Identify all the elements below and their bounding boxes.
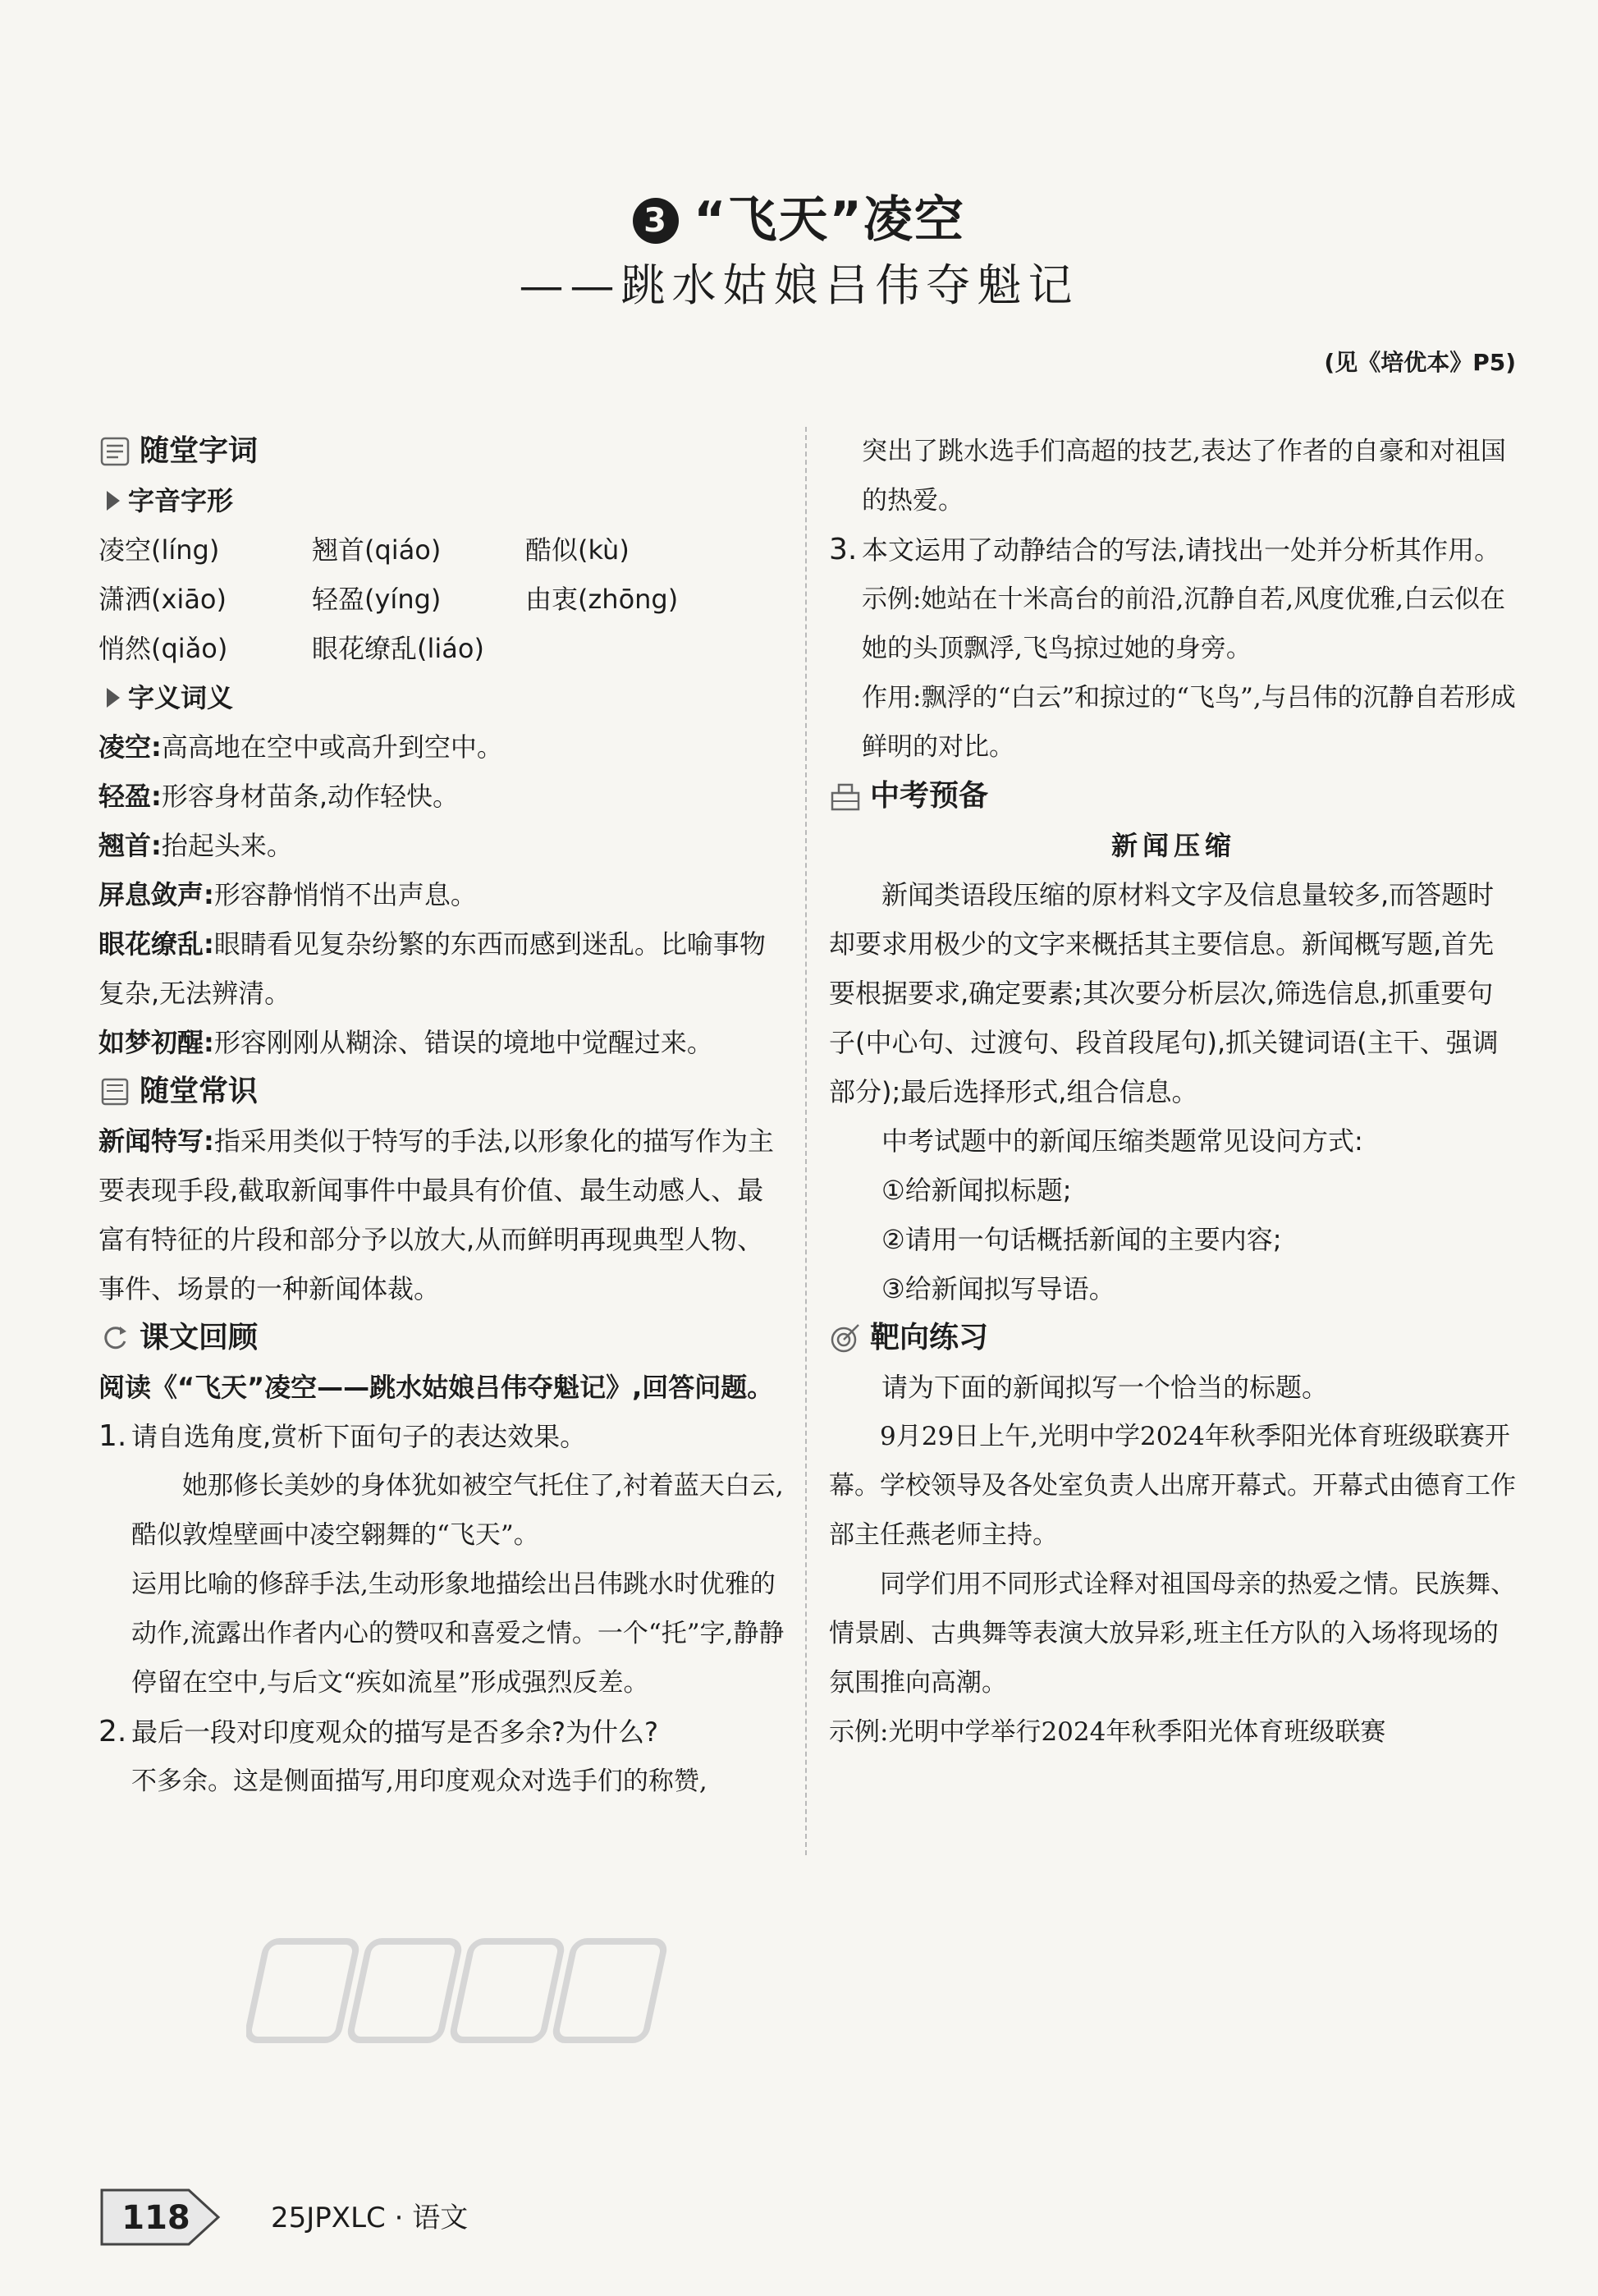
question-number: 2. [98,1715,127,1748]
right-column [829,427,1518,1757]
lesson-subtitle: ——跳水姑娘吕伟夺魁记 [519,259,1079,311]
answer-text: 运用比喻的修辞手法,生动形象地描绘出吕伟跳水时优雅的动作,流露出作者内心的赞叹和喜爱之情。一个“托”字,静静停留在空中,与后文“疾如流星”形成强烈反差。 [131,1570,785,1698]
definition-term: 如梦初醒: [98,1027,214,1058]
question-text: 请自选角度,赏析下面句子的表达效果。 [131,1421,587,1452]
definition-text: 形容身材苗条,动作轻快。 [161,781,459,812]
lesson-title [0,181,1598,251]
pronunciation-item: 轻盈(yíng) [312,584,442,615]
answer-effect: 作用:飘浮的“白云”和掠过的“飞鸟”,与吕伟的沉静自若形成鲜明的对比。 [862,683,1516,762]
definition-text: 眼睛看见复杂纷繁的东西而感到迷乱。比喻事物复杂,无法辨清。 [98,928,766,1009]
page-number: 118 [121,2199,190,2237]
definition-item [98,870,788,919]
sub-meaning [98,673,788,722]
pronunciation-item: 酷似(kù) [525,534,630,566]
definition-term: 轻盈: [98,781,162,812]
section-review [98,1313,788,1363]
question-text: 本文运用了动静结合的写法,请找出一处并分析其作用。 [862,534,1501,566]
question-2-body [98,1757,788,1806]
triangle-icon [107,688,120,708]
exercise-answer: 示例:光明中学举行2024年秋季阳光体育班级联赛 [829,1717,1386,1747]
quoted-sentence: 她那修长美妙的身体犹如被空气托住了,衬着蓝天白云,酷似敦煌壁画中凌空翱舞的“飞天”。 [131,1471,784,1550]
triangle-icon [107,491,120,511]
pronunciation-item: 悄然(qiǎo) [98,633,228,664]
definition-item [98,772,788,821]
definition-text: 高高地在空中或高升到空中。 [161,731,503,763]
answer-text: 不多余。这是侧面描写,用印度观众对选手们的称赞, [131,1767,707,1796]
sub-pronunciation [98,476,788,525]
topic-paragraph: 新闻类语段压缩的原材料文字及信息量较多,而答题时却要求用极少的文字来概括其主要信息。新闻概写题,首先要根据要求,确定要素;其次要分析层次,筛选信息,抓重要句子(中心句、过渡句、段首段尾句),抓关键词语(主干、强调部分);最后选择形式,组合信息。 [829,879,1499,1107]
section-review-title: 课文回顾 [140,1321,259,1354]
definition-text: 抬起头来。 [161,830,293,861]
definition-term: 眼花缭乱: [98,928,214,960]
knowledge-paragraph [98,1116,788,1313]
section-knowledge-title: 随堂常识 [140,1075,259,1108]
definition-item [98,722,788,772]
reading-prompt: 阅读《“飞天”凌空——跳水姑娘吕伟夺魁记》,回答问题。 [98,1372,774,1403]
question-2 [98,1707,788,1757]
section-vocabulary [98,427,788,476]
question-1-body [98,1461,788,1707]
definition-term: 屏息敛声: [98,879,214,910]
list-icon [98,435,131,468]
news-paragraph: 9月29日上午,光明中学2024年秋季阳光体育班级联赛开幕。学校领导及各处室负责人出席开幕式。开幕式由德育工作部主任燕老师主持。 [829,1422,1516,1550]
definition-item [98,1018,788,1067]
pronunciation-list [98,525,788,673]
pronunciation-item: 凌空(líng) [98,534,220,566]
book-code: 25JPXLC · 语文 [271,2202,469,2234]
topic-list-item: ①给新闻拟标题; [881,1175,1072,1206]
pronunciation-item: 眼花缭乱(liáo) [312,633,484,664]
section-vocabulary-title: 随堂字词 [140,434,259,468]
pronunciation-item: 翘首(qiáo) [312,534,442,566]
question-number: 1. [98,1419,127,1453]
section-knowledge [98,1067,788,1116]
watermark-logo [246,1925,706,2065]
knowledge-term: 新闻特写: [98,1125,214,1157]
section-practice [829,1313,1518,1363]
refresh-icon [98,1322,131,1354]
question-2-body-continued [829,427,1518,525]
section-exam-prep [829,772,1518,821]
section-practice-title: 靶向练习 [870,1321,989,1354]
definition-item [98,821,788,870]
reference-note: (见《培优本》P5) [1324,349,1516,376]
sub-pronunciation-title: 字音字形 [128,485,234,516]
answer-example: 示例:她站在十米高台的前沿,沉静自若,风度优雅,白云似在她的头顶飘浮,飞鸟掠过她的身旁。 [862,584,1506,663]
exam-icon [829,780,862,813]
exercise-prompt: 请为下面的新闻拟写一个恰当的标题。 [881,1372,1329,1403]
book-icon [98,1075,131,1108]
definition-text: 形容刚刚从糊涂、错误的境地中觉醒过来。 [213,1027,713,1058]
question-3 [829,525,1518,575]
pronunciation-item: 潇洒(xiāo) [98,584,227,615]
definition-text: 形容静悄悄不出声息。 [213,879,477,910]
question-number: 3. [829,533,858,566]
question-text: 最后一段对印度观众的描写是否多余?为什么? [131,1716,658,1748]
column-divider [805,427,807,1855]
topic-list-item: ③给新闻拟写导语。 [881,1273,1115,1304]
left-column [98,427,788,1806]
topic-list-item: ②请用一句话概括新闻的主要内容; [881,1224,1282,1255]
question-3-body [829,575,1518,772]
question-1 [98,1412,788,1461]
section-exam-prep-title: 中考预备 [870,779,989,813]
pronunciation-item: 由衷(zhōng) [525,584,679,615]
topic-title: 新闻压缩 [1110,830,1236,861]
lesson-title-text: “飞天”凌空 [694,191,965,249]
definition-term: 凌空: [98,731,162,763]
sub-meaning-title: 字义词义 [128,682,234,713]
definition-item [98,919,788,1018]
news-paragraph: 同学们用不同形式诠释对祖国母亲的热爱之情。民族舞、情景剧、古典舞等表演大放异彩,班主任方队的入场将现场的氛围推向高潮。 [829,1570,1516,1698]
lesson-number-badge: 3 [633,198,679,244]
topic-paragraph: 中考试题中的新闻压缩类题常见设问方式: [881,1125,1363,1157]
knowledge-text: 指采用类似于特写的手法,以形象化的描写作为主要表现手段,截取新闻事件中最具有价值、最生动感人、最富有特征的片段和部分予以放大,从而鲜明再现典型人物、事件、场景的一种新闻体裁。 [98,1125,774,1304]
target-icon [829,1322,862,1354]
definition-term: 翘首: [98,830,162,861]
answer-text: 突出了跳水选手们高超的技艺,表达了作者的自豪和对祖国的热爱。 [862,437,1506,516]
